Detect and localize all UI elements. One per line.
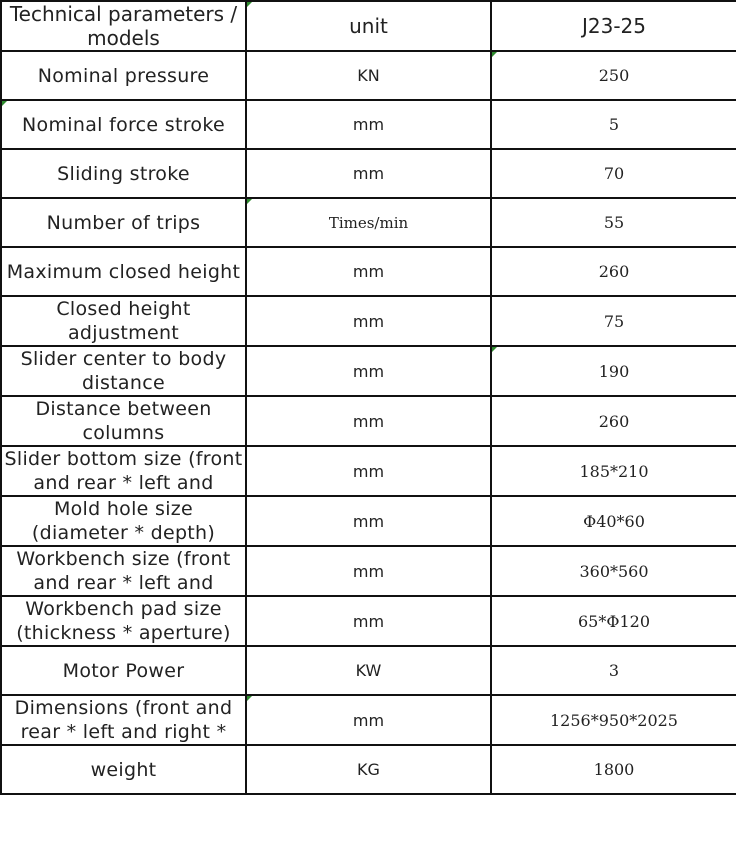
table-row <box>1 745 736 794</box>
param-cell: Slider center to body distance <box>1 346 246 396</box>
unit-cell: mm <box>246 446 491 496</box>
table-row <box>1 100 736 149</box>
table-row <box>1 596 736 646</box>
unit-cell: mm <box>246 596 491 646</box>
unit-cell: mm <box>246 247 491 296</box>
unit-cell: KG <box>246 745 491 794</box>
value-cell: 190 <box>491 346 736 396</box>
param-cell: Closed height adjustment <box>1 296 246 346</box>
param-cell: Workbench pad size (thickness * aperture) <box>1 596 246 646</box>
param-cell: Sliding stroke <box>1 149 246 198</box>
unit-cell: mm <box>246 296 491 346</box>
param-cell: Slider bottom size (front and rear * left and <box>1 446 246 496</box>
table-row <box>1 346 736 396</box>
unit-cell: mm <box>246 346 491 396</box>
unit-cell: KN <box>246 51 491 100</box>
table-row <box>1 646 736 695</box>
value-cell: 260 <box>491 396 736 446</box>
table-row <box>1 546 736 596</box>
unit-cell: mm <box>246 100 491 149</box>
value-cell: 3 <box>491 646 736 695</box>
param-cell: Nominal pressure <box>1 51 246 100</box>
unit-cell: mm <box>246 496 491 546</box>
table-row <box>1 51 736 100</box>
unit-cell: mm <box>246 149 491 198</box>
table-row <box>1 496 736 546</box>
unit-cell: mm <box>246 695 491 745</box>
value-cell: 55 <box>491 198 736 247</box>
param-cell: Number of trips <box>1 198 246 247</box>
param-cell: Dimensions (front and rear * left and right * <box>1 695 246 745</box>
value-cell: 65*Φ120 <box>491 596 736 646</box>
header-unit: unit <box>246 1 491 51</box>
value-cell: 260 <box>491 247 736 296</box>
unit-cell: mm <box>246 546 491 596</box>
value-cell: 1256*950*2025 <box>491 695 736 745</box>
value-cell: 250 <box>491 51 736 100</box>
table-row <box>1 446 736 496</box>
table-row <box>1 247 736 296</box>
table-row <box>1 695 736 745</box>
table-row <box>1 149 736 198</box>
value-cell: 5 <box>491 100 736 149</box>
value-cell: 360*560 <box>491 546 736 596</box>
value-cell: 75 <box>491 296 736 346</box>
value-cell: 1800 <box>491 745 736 794</box>
param-cell: Motor Power <box>1 646 246 695</box>
param-cell: weight <box>1 745 246 794</box>
unit-cell: mm <box>246 396 491 446</box>
table-row <box>1 396 736 446</box>
value-cell: 70 <box>491 149 736 198</box>
value-cell: 185*210 <box>491 446 736 496</box>
unit-cell: Times/min <box>246 198 491 247</box>
param-cell: Maximum closed height <box>1 247 246 296</box>
table-header-row <box>1 1 736 51</box>
table-row <box>1 198 736 247</box>
unit-cell: KW <box>246 646 491 695</box>
param-cell: Mold hole size (diameter * depth) <box>1 496 246 546</box>
header-param: Technical parameters / models <box>1 1 246 51</box>
value-cell: Φ40*60 <box>491 496 736 546</box>
header-model: J23-25 <box>491 1 736 51</box>
param-cell: Distance between columns <box>1 396 246 446</box>
param-cell: Nominal force stroke <box>1 100 246 149</box>
table-row <box>1 296 736 346</box>
param-cell: Workbench size (front and rear * left and <box>1 546 246 596</box>
